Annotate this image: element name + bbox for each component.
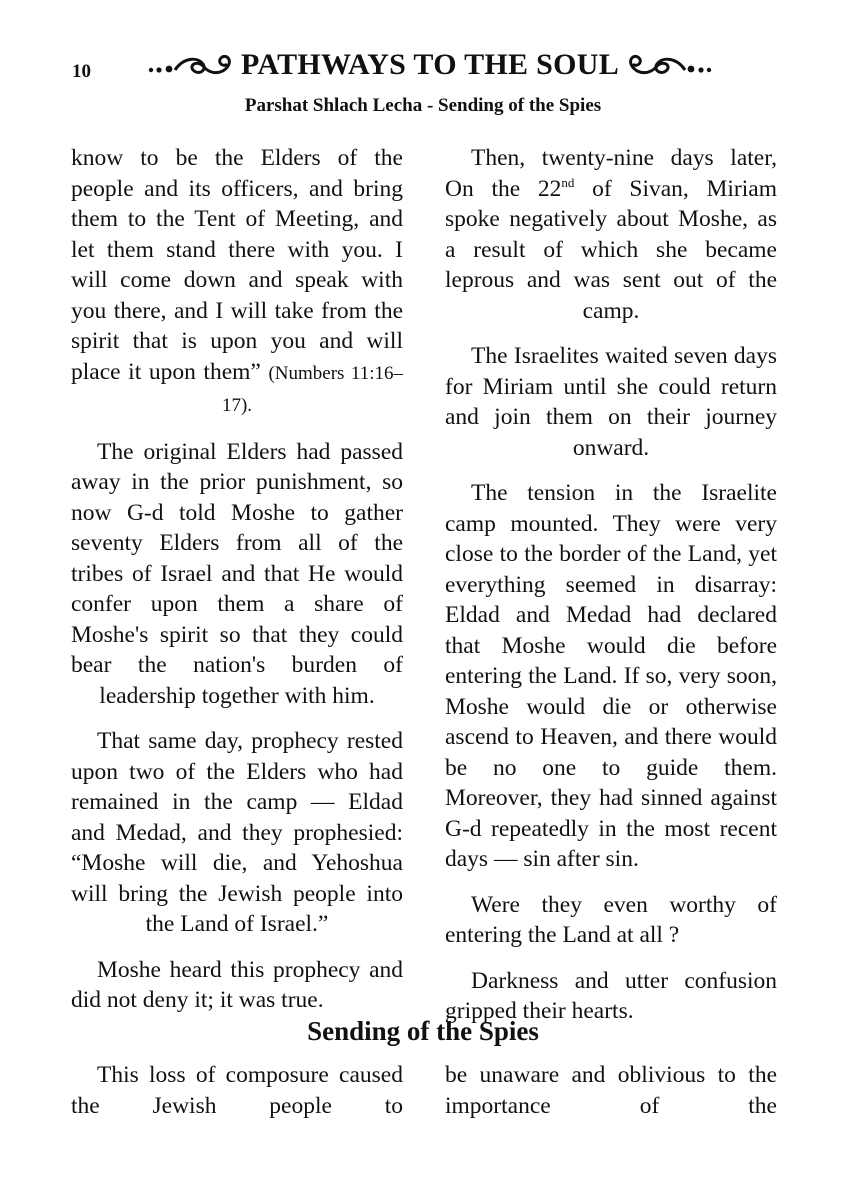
ordinal-suffix: nd xyxy=(561,174,575,190)
citation: (Numbers 11:16–17). xyxy=(221,362,403,416)
right-column xyxy=(445,143,777,1042)
right-paragraph-1-before: Then, twenty-nine days later, On the 22 xyxy=(445,145,777,202)
right-paragraph-1-after: of Sivan, Miriam spoke negatively about Moshe, as a result of which she became leprous and was sent out of the camp. xyxy=(445,175,777,324)
right-paragraph-5: Darkness and utter confusion gripped their hearts. xyxy=(445,967,777,1024)
left-paragraph-1 xyxy=(71,143,403,422)
left-paragraph-4: Moshe heard this prophecy and did not deny it; it was true. xyxy=(71,956,403,1013)
section-heading: Sending of the Spies xyxy=(307,1016,539,1046)
left-paragraph-3: That same day, prophecy rested upon two of the Elders who had remained in the camp — Eldad and Medad, and they prophesied: “Moshe will die, and Yehoshua will bring the Jewish people into the Land of Israel.” xyxy=(71,728,403,937)
section-right-text: be unaware and oblivious to the importance of the xyxy=(445,1062,777,1119)
right-paragraph-3: The tension in the Israelite camp mounted. They were very close to the border of the Land, yet everything seemed in disarray: Eldad and Medad had declared that Moshe would die before entering the Land. If so, very soon, Moshe would die or otherwise ascend to Heaven, and there would be no one to guide them. Moreover, they had sinned against G-d repeatedly in the most recent days — sin after sin. xyxy=(445,480,777,872)
page-number: 10 xyxy=(72,61,91,82)
right-paragraph-1 xyxy=(445,143,777,326)
book-title: PATHWAYS TO THE SOUL xyxy=(240,48,620,81)
right-paragraph-4: Were they even worthy of entering the Land at all ? xyxy=(445,891,777,948)
right-paragraph-2: The Israelites waited seven days for Miriam until she could return and join them on their journey onward. xyxy=(445,343,777,461)
section-left-text: This loss of composure caused the Jewish people to xyxy=(71,1062,403,1119)
running-header xyxy=(120,48,740,82)
left-flourish-icon xyxy=(145,48,235,82)
chapter-subtitle: Parshat Shlach Lecha - Sending of the Spies xyxy=(244,95,602,116)
left-paragraph-2: The original Elders had passed away in the prior punishment, so now G-d told Moshe to gather seventy Elders from all of the tribes of Israel and that He would confer upon them a share of Moshe's spirit so that they could bear the nation's burden of leadership together with him. xyxy=(71,438,403,709)
left-paragraph-1-text: know to be the Elders of the people and its officers, and bring them to the Tent of Meeting, and let them stand there with you. I will come down and speak with you there, and I will take from the spirit that is upon you and will place it upon them” xyxy=(71,145,403,385)
left-column xyxy=(71,143,403,1031)
right-flourish-icon xyxy=(625,48,715,82)
